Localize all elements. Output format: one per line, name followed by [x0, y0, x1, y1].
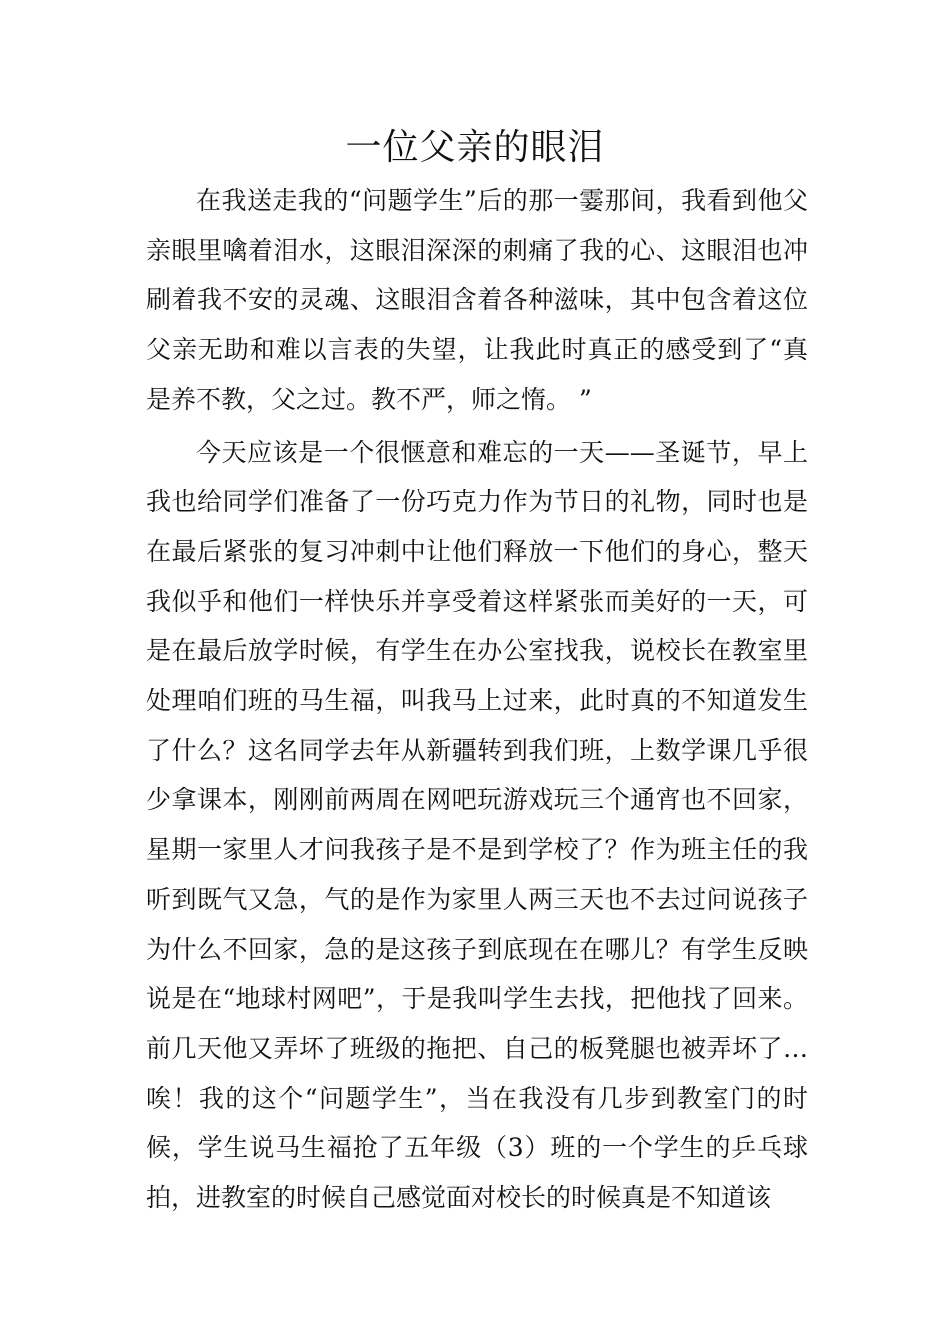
document-title: 一位父亲的眼泪	[345, 127, 605, 168]
paragraph-1: 在我送走我的“问题学生”后的那一霎那间，我看到他父亲眼里噙着泪水，这眼泪深深的刺痛了我的心、这眼泪也冲刷着我不安的灵魂、这眼泪含着各种滋味，其中包含着这位父亲无助和难以言表的失望，让我此时真正的感受到了“真是养不教，父之过。教不严，师之惰。 ”	[146, 186, 808, 414]
document-body	[146, 176, 808, 1223]
paragraph-2: 今天应该是一个很惬意和难忘的一天——圣诞节，早上我也给同学们准备了一份巧克力作为节日的礼物，同时也是在最后紧张的复习冲刺中让他们释放一下他们的身心，整天我似乎和他们一样快乐并享受着这样紧张而美好的一天，可是在最后放学时候，有学生在办公室找我，说校长在教室里处理咱们班的马生福，叫我马上过来，此时真的不知道发生了什么？这名同学去年从新疆转到我们班，上数学课几乎很少拿课本，刚刚前两周在网吧玩游戏玩三个通宵也不回家，星期一家里人才问我孩子是不是到学校了？作为班主任的我听到既气又急，气的是作为家里人两三天也不去过问说孩子为什么不回家，急的是这孩子到底现在在哪儿？有学生反映说是在“地球村网吧”，于是我叫学生去找，把他找了回来。前几天他又弄坏了班级的拖把、自己的板凳腿也被弄坏了…唉！我的这个“问题学生”，当在我没有几步到教室门的时候，学生说马生福抢了五年级（3）班的一个学生的乒乓球拍，进教室的时候自己感觉面对校长的时候真是不知道该	[146, 437, 808, 1213]
